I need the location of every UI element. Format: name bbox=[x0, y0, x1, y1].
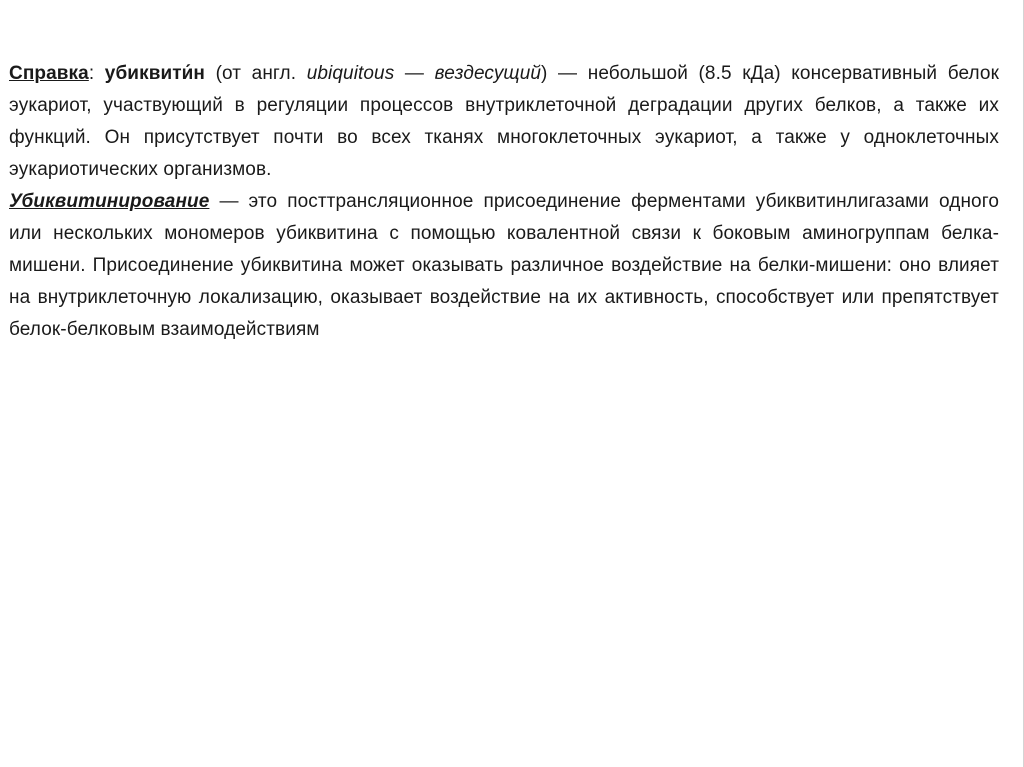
origin-prefix: (от англ. bbox=[205, 63, 307, 84]
slide-body-text bbox=[9, 58, 999, 346]
origin-russian-word: вездесущий bbox=[434, 63, 542, 84]
ubiquitination-definition-text: — это посттрансляционное присоединение ферментами убиквитинлигазами одного или нескольких мономеров убиквитина с помощью ковалентной связи к боковым аминогруппам белка-мишени. Присоединение убиквитина может оказывать различное воздействие на белки-мишени: оно влияет на внутриклеточную локализацию, оказывает воздействие на их активность, способствует или препятствует белок-белковым взаимодействиям bbox=[9, 191, 999, 340]
label-colon: : bbox=[88, 63, 105, 84]
ubiquitination-definition-paragraph bbox=[9, 186, 999, 346]
reference-label: Справка bbox=[9, 63, 89, 84]
ubiquitination-term: Убиквитинирование bbox=[9, 191, 210, 212]
origin-english-word: ubiquitous bbox=[306, 63, 395, 84]
ubiquitin-definition-paragraph bbox=[9, 58, 999, 186]
ubiquitin-definition-text: ) — небольшой (8.5 кДа) консервативный белок эукариот, участвующий в регуляции процессов внутриклеточной деградации других белков, а также их функций. Он присутствует почти во всех тканях многоклеточных эукариот, а также у одноклеточных эукариотических организмов. bbox=[9, 63, 999, 180]
origin-dash: — bbox=[394, 63, 435, 84]
ubiquitin-term: убиквити́н bbox=[104, 63, 206, 84]
